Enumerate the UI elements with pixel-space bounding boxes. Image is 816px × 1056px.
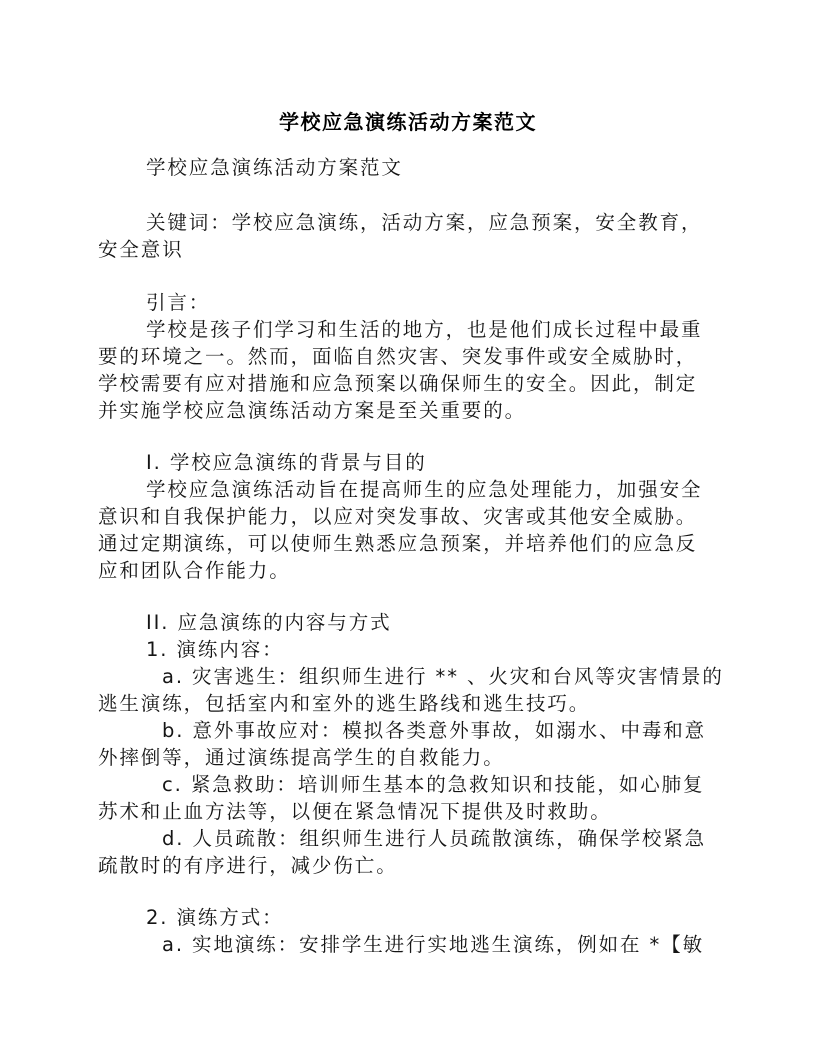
list-item-line: d. 人员疏散：组织师生进行人员疏散演练，确保学校紧急 xyxy=(162,827,707,850)
document-title: 学校应急演练活动方案范文 xyxy=(279,110,537,134)
list-item-line: a. 实地演练：安排学生进行实地逃生演练，例如在 *【敏 xyxy=(162,933,704,956)
list-item-line: c. 紧急救助：培训师生基本的急救知识和技能，如心肺复 xyxy=(162,773,705,796)
section-2-heading: II. 应急演练的内容与方式 xyxy=(146,611,392,634)
keywords-line-1: 关键词：学校应急演练，活动方案，应急预案，安全教育， xyxy=(146,211,703,234)
section-1-paragraph-line: 通过定期演练，可以使师生熟悉应急预案，并培养他们的应急反 xyxy=(98,532,698,555)
list-item-line: 苏术和止血方法等，以便在紧急情况下提供及时救助。 xyxy=(98,800,612,823)
list-item-line: 外摔倒等，通过演练提高学生的自救能力。 xyxy=(98,746,505,769)
intro-heading: 引言： xyxy=(146,291,211,314)
section-1-paragraph-line: 应和团队合作能力。 xyxy=(98,559,291,582)
list-item-line: 疏散时的有序进行，减少伤亡。 xyxy=(98,854,398,877)
list-item-line: a. 灾害逃生：组织师生进行 ** 、火灾和台风等灾害情景的 xyxy=(162,665,724,688)
subtitle: 学校应急演练活动方案范文 xyxy=(146,156,403,179)
subsection-1-heading: 1. 演练内容： xyxy=(146,638,284,661)
intro-paragraph-line: 要的环境之一。然而，面临自然灾害、突发事件或安全威胁时， xyxy=(98,345,698,368)
intro-paragraph-line: 学校是孩子们学习和生活的地方，也是他们成长过程中最重 xyxy=(146,318,703,341)
keywords-line-2: 安全意识 xyxy=(98,238,184,261)
section-1-heading: I. 学校应急演练的背景与目的 xyxy=(146,451,427,474)
intro-paragraph-line: 学校需要有应对措施和应急预案以确保师生的安全。因此，制定 xyxy=(98,372,698,395)
list-item-line: 逃生演练，包括室内和室外的逃生路线和逃生技巧。 xyxy=(98,692,591,715)
list-item-line: b. 意外事故应对：模拟各类意外事故，如溺水、中毒和意 xyxy=(162,719,707,742)
section-1-paragraph-line: 学校应急演练活动旨在提高师生的应急处理能力，加强安全 xyxy=(146,478,703,501)
section-1-paragraph-line: 意识和自我保护能力，以应对突发事故、灾害或其他安全威胁。 xyxy=(98,505,698,528)
subsection-2-heading: 2. 演练方式： xyxy=(146,906,284,929)
intro-paragraph-line: 并实施学校应急演练活动方案是至关重要的。 xyxy=(98,399,527,422)
